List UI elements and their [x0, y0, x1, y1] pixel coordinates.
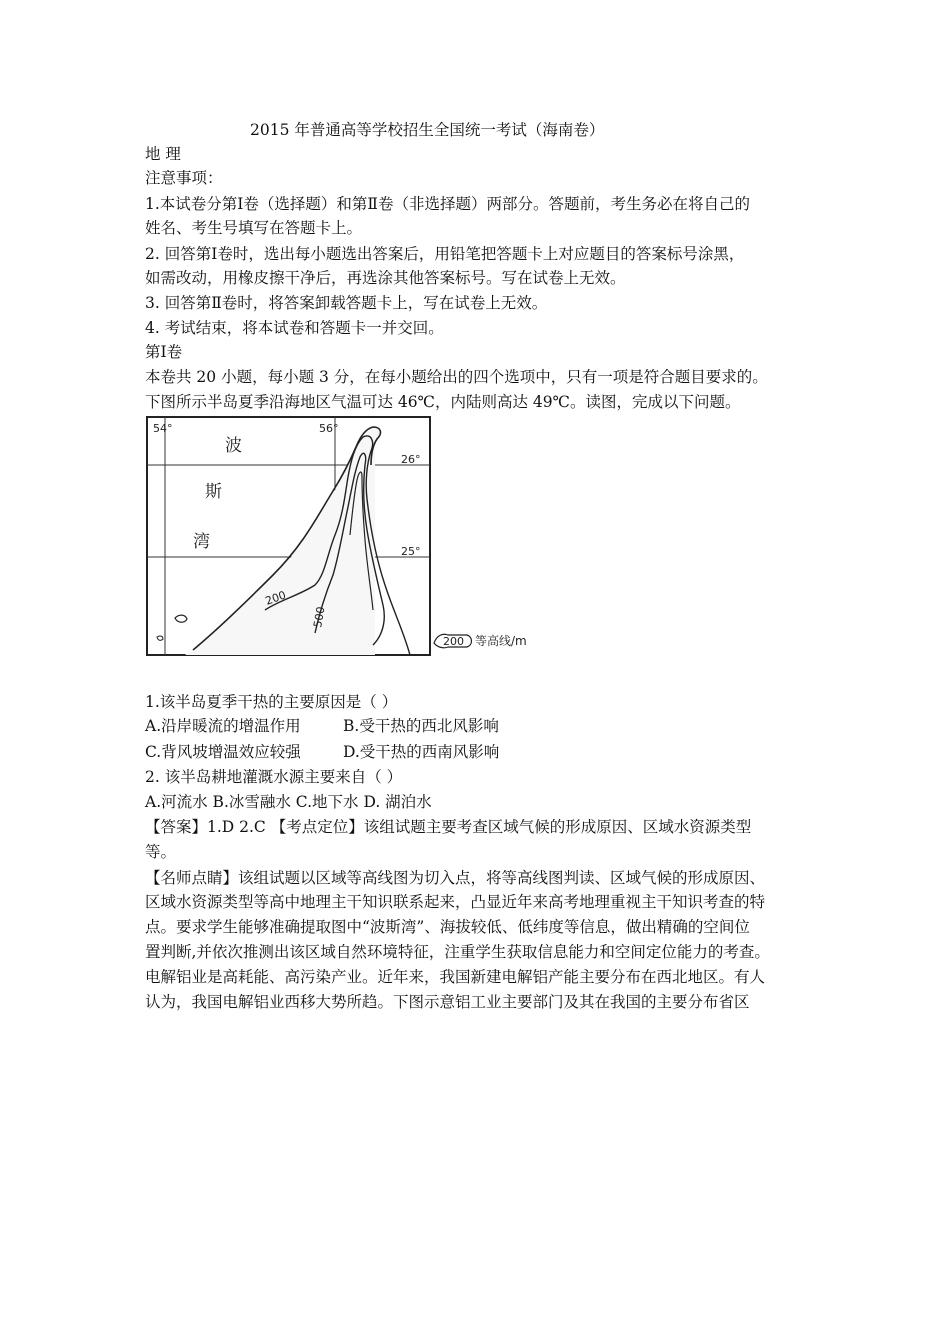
section-intro: 本卷共 20 小题，每小题 3 分，在每小题给出的四个选项中，只有一项是符合题目要求的。: [145, 368, 768, 386]
comment-line: 点。要求学生能够准确提取图中“波斯湾”、海拔较低、低纬度等信息，做出精确的空间位: [145, 918, 750, 936]
contour-label-500: 500: [311, 605, 328, 629]
notice-line: 姓名、考生号填写在答题卡上。: [145, 219, 363, 237]
question-2-stem: 2. 该半岛耕地灌溉水源主要来自（ ）: [145, 768, 403, 786]
question-2-options: A.河流水 B.冰雪融水 C.地下水 D. 湖泊水: [145, 793, 432, 811]
lat-label-26: 26°: [401, 453, 421, 466]
exam-title: 2015 年普通高等学校招生全国统一考试（海南卷）: [250, 121, 605, 139]
contour-map-figure: [145, 415, 540, 660]
question-1-options-row: [145, 714, 815, 738]
contour-map: [145, 415, 540, 660]
comment-line: 【名师点睛】该组试题以区域等高线图为切入点，将等高线图判读、区域气候的形成原因、: [145, 869, 766, 887]
lat-label-25: 25°: [401, 545, 421, 558]
comment-line: 区域水资源类型等高中地理主干知识联系起来，凸显近年来高考地理重视主干知识考查的特: [145, 893, 766, 911]
notice-heading: 注意事项：: [145, 169, 223, 187]
lon-label-54: 54°: [153, 422, 173, 435]
next-passage-line: 认为，我国电解铝业西移大势所趋。下图示意铝工业主要部门及其在我国的主要分布省区: [145, 993, 750, 1011]
sea-name-char: 波: [225, 436, 242, 456]
legend-text: 等高线/m: [475, 634, 527, 648]
sea-name-char: 湾: [193, 532, 210, 552]
question-1-option-a: A.沿岸暖流的增温作用: [145, 717, 301, 735]
sea-name-char: 斯: [205, 482, 222, 502]
question-1-option-c: C.背风坡增温效应较强: [145, 743, 301, 761]
comment-line: 置判断,并依次推测出该区域自然环境特征，注重学生获取信息能力和空间定位能力的考查。: [145, 943, 770, 961]
subject-label: 地 理: [145, 145, 181, 163]
notice-line: 1.本试卷分第Ⅰ卷（选择题）和第Ⅱ卷（非选择题）两部分。答题前，考生务必在将自己的: [145, 195, 750, 213]
question-1-options-row: [145, 740, 815, 764]
legend-value: 200: [443, 635, 464, 648]
section-title: 第Ⅰ卷: [145, 343, 183, 361]
question-1-stem: 1.该半岛夏季干热的主要原因是（ ）: [145, 693, 398, 711]
notice-line: 4. 考试结束，将本试卷和答题卡一并交回。: [145, 319, 444, 337]
answer-line: 等。: [145, 843, 177, 861]
notice-line: 2. 回答第Ⅰ卷时，选出每小题选出答案后，用铅笔把答题卡上对应题目的答案标号涂黑，: [145, 245, 745, 263]
notice-line: 3. 回答第Ⅱ卷时，将答案卸载答题卡上，写在试卷上无效。: [145, 294, 548, 312]
figure-intro: 下图所示半岛夏季沿海地区气温可达 46℃，内陆则高达 49℃。读图，完成以下问题。: [145, 393, 741, 411]
question-1-option-b: B.受干热的西北风影响: [343, 717, 499, 735]
answer-line: 【答案】1.D 2.C 【考点定位】该组试题主要考查区域气候的形成原因、区域水资源类型: [145, 818, 752, 836]
question-1-option-d: D.受干热的西南风影响: [343, 743, 500, 761]
lon-label-56: 56°: [319, 422, 339, 435]
contour-label-200: 200: [263, 588, 288, 608]
notice-line: 如需改动，用橡皮擦干净后，再选涂其他答案标号。写在试卷上无效。: [145, 269, 626, 287]
next-passage-line: 电解铝业是高耗能、高污染产业。近年来，我国新建电解铝产能主要分布在西北地区。有人: [145, 968, 766, 986]
